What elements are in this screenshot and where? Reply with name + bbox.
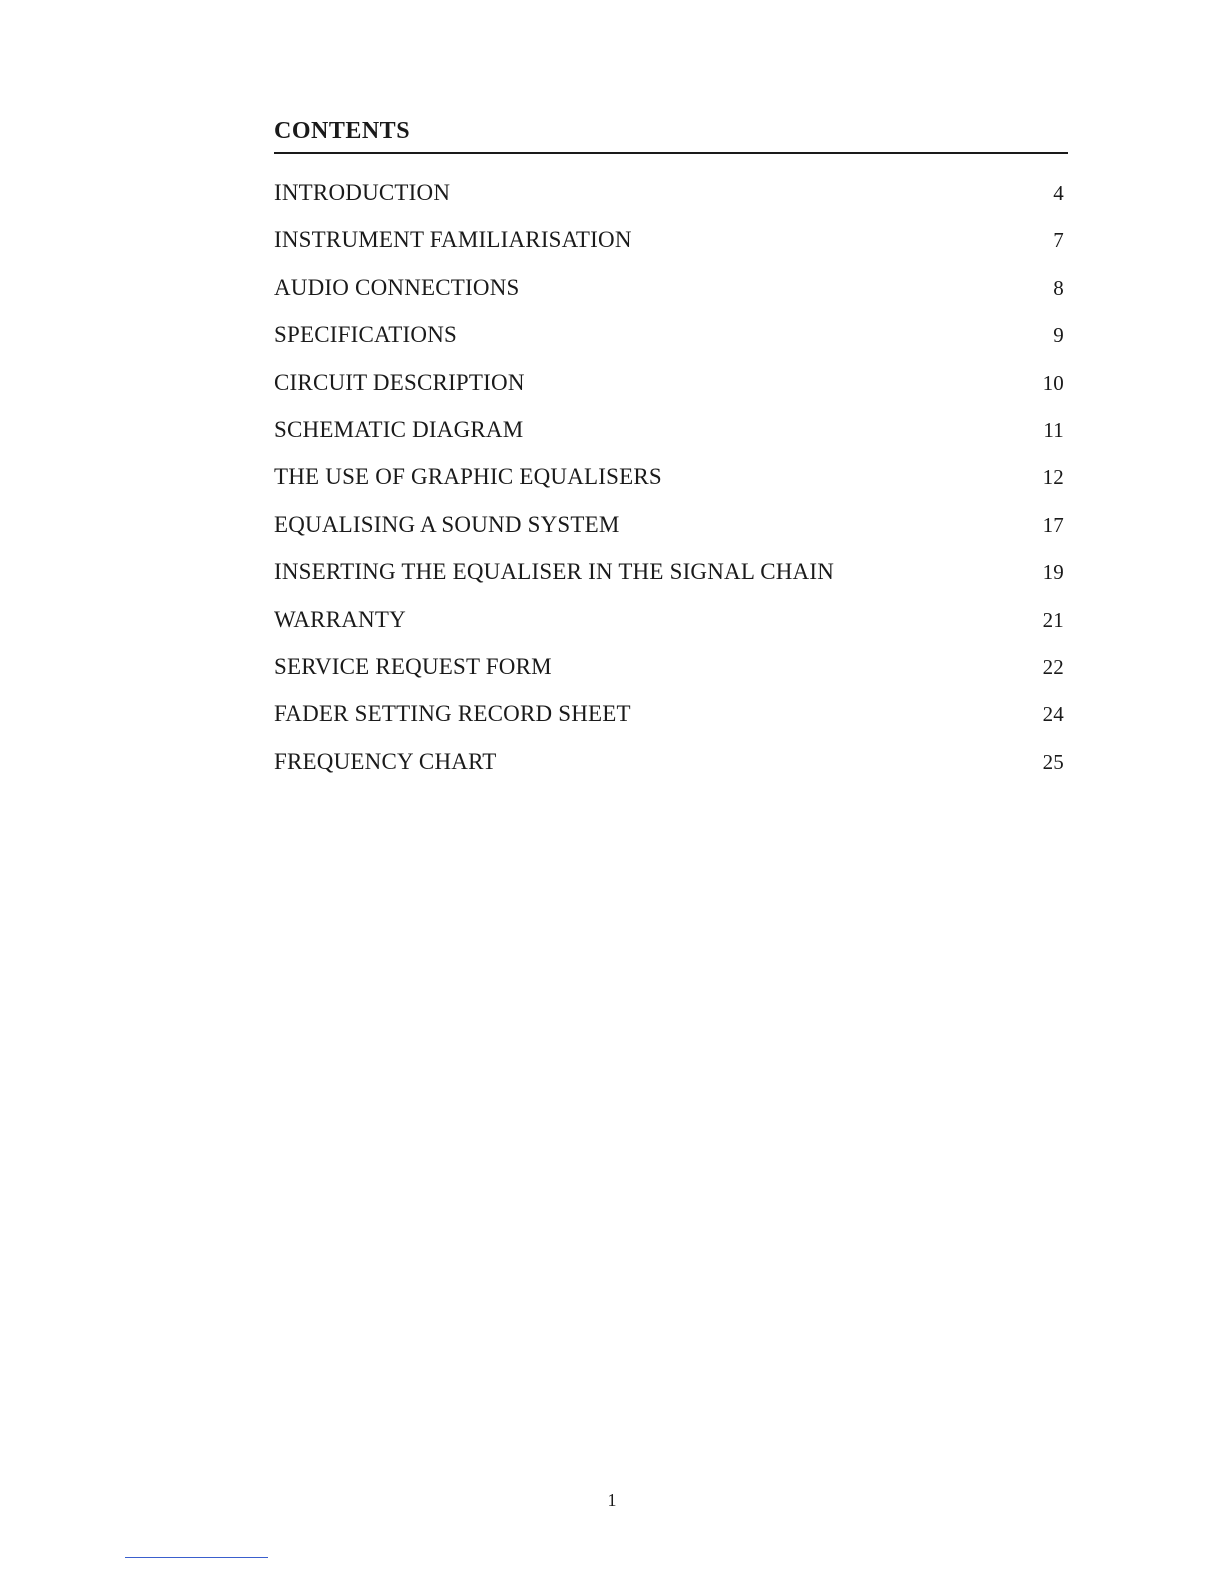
toc-entry-title: WARRANTY bbox=[274, 606, 406, 632]
toc-entry-title: INSTRUMENT FAMILIARISATION bbox=[274, 227, 632, 253]
toc-entry-page: 17 bbox=[1042, 512, 1064, 537]
contents-heading: CONTENTS bbox=[274, 118, 411, 144]
toc-entry bbox=[274, 180, 1068, 227]
toc-entry bbox=[274, 322, 1068, 369]
toc-entry-page: 4 bbox=[1053, 181, 1064, 205]
toc-entry-title: FREQUENCY CHART bbox=[274, 748, 497, 774]
toc-entry bbox=[274, 512, 1068, 559]
toc-entry-page: 24 bbox=[1042, 702, 1064, 727]
toc-entry-page: 11 bbox=[1043, 417, 1064, 442]
toc-entry-title: THE USE OF GRAPHIC EQUALISERS bbox=[274, 464, 662, 490]
toc-entry bbox=[274, 275, 1068, 322]
toc-entry-page: 21 bbox=[1042, 607, 1064, 632]
toc-entry-title: FADER SETTING RECORD SHEET bbox=[274, 701, 631, 727]
footer-rule bbox=[125, 1557, 268, 1558]
page-number: 1 bbox=[607, 1490, 617, 1510]
toc-entry-page: 12 bbox=[1042, 465, 1064, 490]
toc-entry-title: SPECIFICATIONS bbox=[274, 322, 458, 348]
toc-entry-title: INSERTING THE EQUALISER IN THE SIGNAL CHAIN bbox=[274, 559, 835, 585]
toc-entry bbox=[274, 654, 1068, 701]
toc-entry-title: AUDIO CONNECTIONS bbox=[274, 274, 520, 300]
toc-entry bbox=[274, 227, 1068, 274]
toc-entry-title: INTRODUCTION bbox=[274, 180, 451, 205]
heading-rule bbox=[274, 152, 1068, 154]
toc-entry bbox=[274, 417, 1068, 464]
toc-entry-title: SERVICE REQUEST FORM bbox=[274, 653, 552, 679]
toc-entry-page: 10 bbox=[1042, 370, 1064, 395]
toc-entry-title: EQUALISING A SOUND SYSTEM bbox=[274, 511, 620, 537]
table-of-contents bbox=[274, 180, 1068, 796]
toc-entry-page: 22 bbox=[1042, 654, 1064, 679]
toc-entry-page: 9 bbox=[1053, 323, 1064, 348]
toc-entry bbox=[274, 607, 1068, 654]
toc-entry bbox=[274, 559, 1068, 606]
toc-entry-page: 25 bbox=[1042, 749, 1064, 774]
toc-entry-page: 7 bbox=[1053, 228, 1064, 253]
toc-entry bbox=[274, 370, 1068, 417]
toc-entry-title: SCHEMATIC DIAGRAM bbox=[274, 416, 524, 442]
toc-entry bbox=[274, 749, 1068, 796]
toc-entry-page: 19 bbox=[1042, 560, 1064, 585]
toc-entry-page: 8 bbox=[1053, 275, 1064, 300]
toc-entry bbox=[274, 464, 1068, 511]
toc-entry-title: CIRCUIT DESCRIPTION bbox=[274, 369, 525, 395]
toc-entry bbox=[274, 701, 1068, 748]
